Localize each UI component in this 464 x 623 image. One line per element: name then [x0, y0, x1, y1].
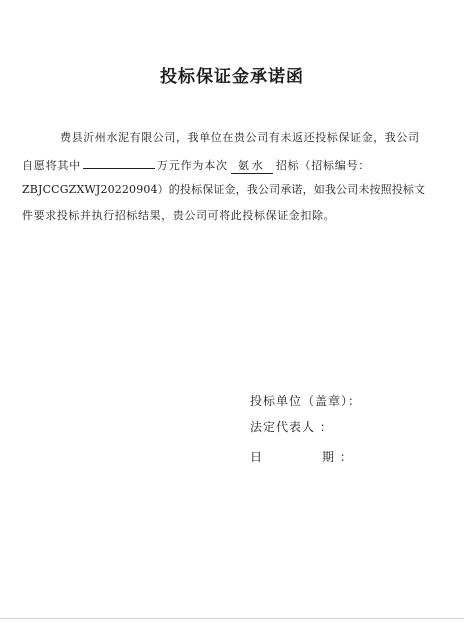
date-label: [250, 448, 353, 465]
document-title: 投标保证金承诺函: [160, 67, 304, 87]
paragraph-line-4: 件要求投标并执行招标结果，贵公司可将此投标保证金扣除。: [22, 209, 336, 222]
legal-representative-label: 法定代表人 ：: [250, 420, 333, 434]
page-bottom-edge: [0, 618, 464, 619]
amount-blank: [83, 157, 155, 169]
paragraph-line-1: 费县沂州水泥有限公司，我单位在贵公司有未返还投标保证金，我公司: [60, 131, 420, 144]
line2-part-a: 自愿将其中: [22, 159, 81, 172]
item-fill: 氨水: [231, 159, 273, 174]
line2-part-b: 万元作为本次: [157, 159, 228, 172]
paragraph-line-2: [22, 157, 370, 174]
bidder-seal-label: 投标单位（盖章）：: [250, 394, 362, 408]
line2-part-c: 招标（招标编号：: [275, 159, 371, 172]
date-label-right: 期 ：: [322, 450, 353, 464]
date-label-left: 日: [250, 450, 264, 464]
paragraph-line-3: ZBJCCGZXWJ20220904）的投标保证金，我公司承诺，如我公司未按照投标文: [22, 183, 426, 196]
